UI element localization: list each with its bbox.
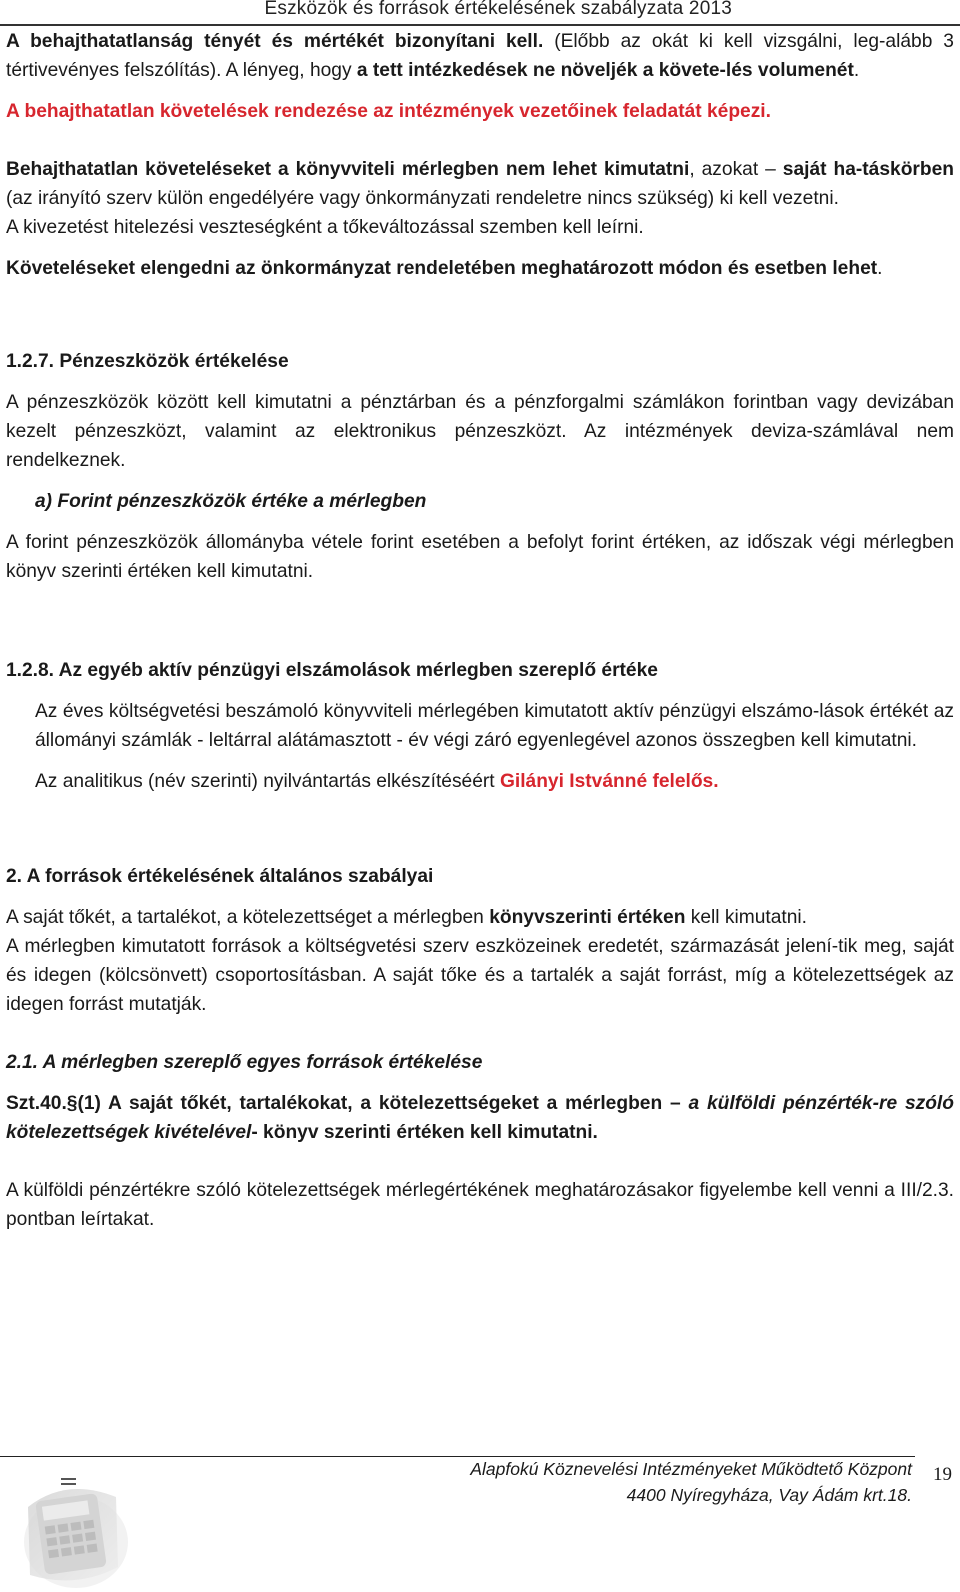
paragraph-receivables-waiver <box>6 254 954 283</box>
paragraph-szt-40 <box>6 1089 954 1147</box>
plain-text: (az irányító szerv külön engedélyére vagy önkormányzati rendeletre nincs szükség) ki kell vezetni. <box>6 188 839 209</box>
bold-text: A behajthatatlanság tényét és mértékét bizonyítani kell. <box>6 31 544 52</box>
bold-text: a tett intézkedések ne növeljék a követe-lés volumenét <box>356 60 854 81</box>
bold-text: Szt.40.§(1) A saját tőkét, tartalékokat, a kötelezettségeket a mérlegben – <box>6 1093 689 1114</box>
plain-text: A saját tőkét, a tartalékot, a kötelezettséget a mérlegben <box>6 907 490 928</box>
footer-address: 4400 Nyíregyháza, Vay Ádám krt.18. <box>626 1485 912 1505</box>
paragraph-uncollectible-proof <box>6 27 954 85</box>
responsible-person: Gilányi Istvánné felelős. <box>499 771 719 792</box>
footer-organization: Alapfokú Köznevelési Intézményeket Működtető Központ <box>470 1459 912 1479</box>
paragraph-uncollectible-writeoff <box>6 155 954 213</box>
plain-text: (Előbb az okát ki kell vizsgálni, leg-alább 3 tértivevényes felszólítás). A lényeg, hogy <box>6 31 954 81</box>
plain-text: . <box>877 258 883 279</box>
footer-rule <box>0 1456 915 1457</box>
bold-text: Követeléseket elengedni az önkormányzat rendeletében meghatározott módon és esetben lehet <box>6 258 878 279</box>
section-heading-2-1: 2.1. A mérlegben szereplő egyes források értékelése <box>6 1052 483 1073</box>
plain-text: , azokat – <box>689 159 783 180</box>
page-number: 19 <box>933 1464 952 1485</box>
header-title: Eszközök és források értékelésének szabályzata 2013 <box>264 0 732 19</box>
bold-text: saját ha-táskörben <box>782 159 954 180</box>
plain-text: Az analitikus (név szerinti) nyilvántartás elkészítéséért <box>35 771 500 792</box>
section-heading-2: 2. A források értékelésének általános szabályai <box>6 866 434 887</box>
calculator-logo-icon <box>6 1467 131 1592</box>
paragraph-foreign-currency: A külföldi pénzértékre szóló kötelezettségek mérlegértékének meghatározásakor figyelembe kell venni a III/2.3. pontban leírtakat. <box>6 1180 954 1230</box>
bold-text: Behajthatatlan követeléseket a könyvviteli mérlegben nem lehet kimutatni <box>6 159 690 180</box>
section-heading-1-2-7: 1.2.7. Pénzeszközök értékelése <box>6 351 289 372</box>
paragraph-credit-loss: A kivezetést hitelezési veszteségként a tőkeváltozással szemben kell leírni. <box>6 217 644 238</box>
plain-text: kell kimutatni. <box>685 907 807 928</box>
paragraph-cash-assets: A pénzeszközök között kell kimutatni a pénztárban és a pénzforgalmi számlákon forintban vagy devizában kezelt pénzeszközt, valamint az elektronikus pénzeszközt. Az intézmények deviza-számlával nem rendelkeznek. <box>6 392 954 471</box>
bold-text: - könyv szerinti értéken kell kimutatni. <box>251 1122 598 1143</box>
paragraph-forint-valuation: A forint pénzeszközök állományba vétele forint esetében a befolyt forint értéken, az időszak végi mérlegben könyv szerinti értéken kell kimutatni. <box>6 532 954 582</box>
paragraph-equity-valuation <box>6 903 954 932</box>
document-body <box>6 27 954 1234</box>
plain-text: . <box>853 60 860 81</box>
paragraph-active-settlements: Az éves költségvetési beszámoló könyvviteli mérlegében kimutatott aktív pénzügyi elszámo-lások értékét az állományi számlák - leltárral alátámasztott - év végi záró egyenlegével azonos összegben kell kimutatni. <box>35 701 954 751</box>
bold-italic-text: a külföldi pénzérték-re szóló kötelezettségek kivételével <box>6 1093 954 1143</box>
bold-text: könyvszerinti értéken <box>489 907 686 928</box>
subheading-forint-cash: a) Forint pénzeszközök értéke a mérlegben <box>35 491 427 512</box>
paragraph-analytics-responsible <box>6 767 954 796</box>
section-heading-1-2-8: 1.2.8. Az egyéb aktív pénzügyi elszámolások mérlegben szereplő értéke <box>6 660 658 681</box>
paragraph-responsibility-notice: A behajthatatlan követelések rendezése az intézmények vezetőinek feladatát képezi. <box>6 101 771 122</box>
paragraph-sources-structure: A mérlegben kimutatott források a költségvetési szerv eszközeinek eredetét, származását jelení-tik meg, saját és idegen (kölcsönvett) csoportosításban. A saját tőke és a tartalék a saját forrást, míg a kötelezettségek az idegen forrást mutatják. <box>6 936 954 1015</box>
header-rule <box>0 24 960 26</box>
